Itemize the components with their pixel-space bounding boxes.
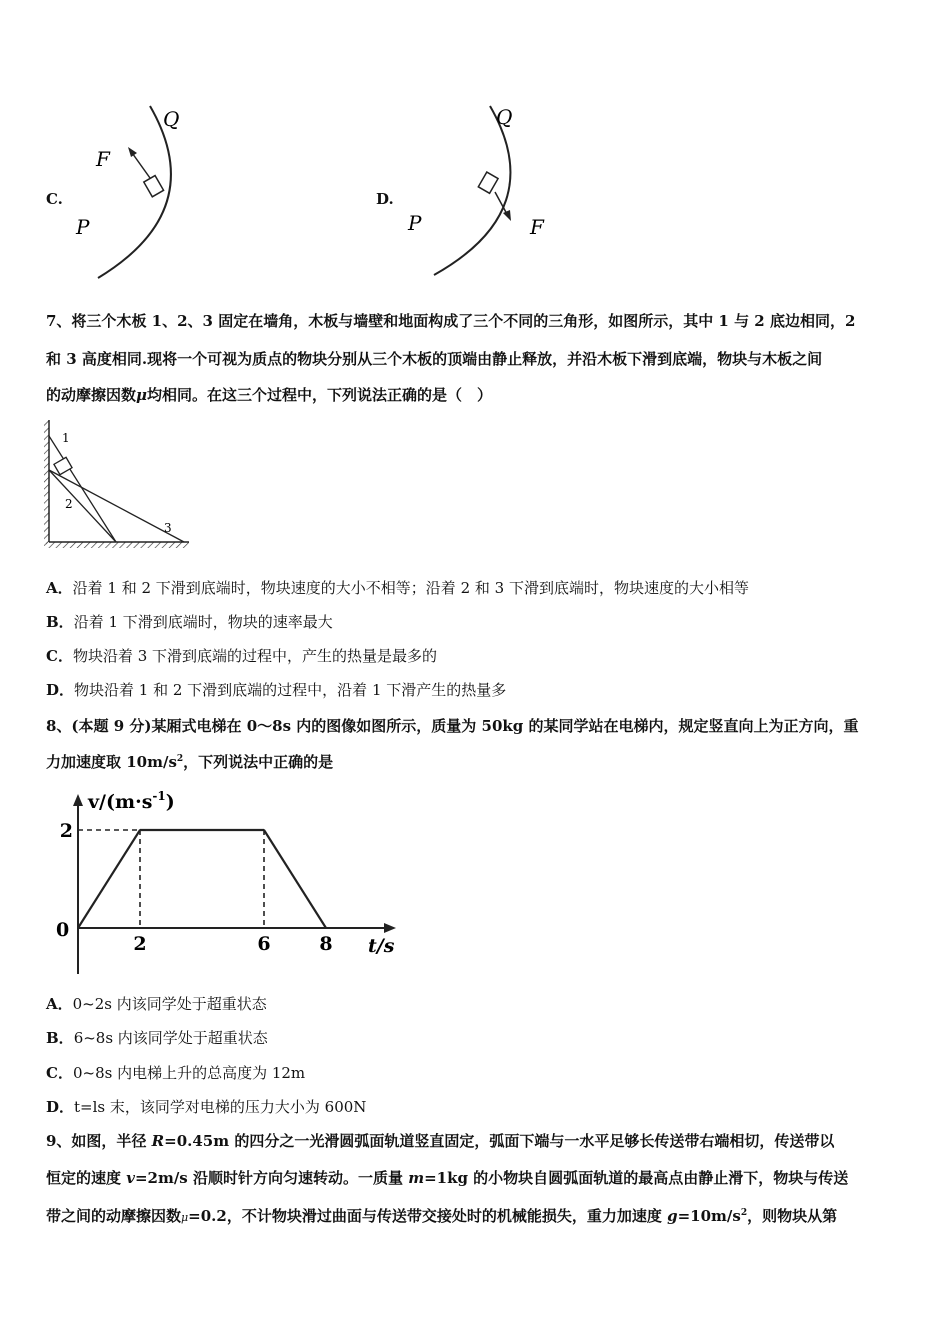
q8-option-b[interactable]: B．6~8s 内该同学处于超重状态 [46,1029,268,1047]
vt-segment-2 [264,830,326,928]
board-1 [49,436,116,542]
vt-tick-labels [60,820,333,955]
vt-x-tick-6: 6 [257,933,271,955]
vt-guide-lines [78,830,264,928]
q9-stem-line2: 恒定的速度 v=2m/s 沿顺时针方向匀速转动。一质量 m=1kg 的小物块自圆弧面轨道的最高点由静止滑下，物块与传送 [46,1169,849,1187]
vt-y-label-sup: -1 [152,789,166,803]
vt-x-axis-arrow [384,923,396,933]
vt-point-1 [139,829,141,831]
q8-stem-line1: 8、(本题 9 分)某厢式电梯在 0～8s 内的图像如图所示，质量为 50kg 的某同学站在电梯内，规定竖直向上为正方向，重 [46,717,859,735]
label-q-d: Q [496,105,513,129]
q9-stem-line1: 9、如图，半径 R=0.45m 的四分之一光滑圆弧面轨道竖直固定，弧面下端与一水平足够长传送带右端相切，传送带以 [46,1132,835,1150]
q7-option-b[interactable]: B．沿着 1 下滑到底端时，物块的速率最大 [46,613,333,631]
vt-y-label [87,789,175,813]
label-q-c: Q [163,107,180,131]
vt-x-tick-8: 8 [319,933,333,955]
board-2 [49,470,116,542]
vt-y-label-close: ) [165,791,175,813]
vt-y-tick-2: 2 [59,820,73,842]
q8-option-d[interactable]: D．t=ls 末，该同学对电梯的压力大小为 600N [46,1098,367,1116]
label-board-3: 3 [164,521,172,535]
q9-var-g: g [667,1207,678,1225]
q9-var-v: v [126,1169,135,1187]
force-arrowhead-d [503,210,511,221]
q8-option-c[interactable]: C．0~8s 内电梯上升的总高度为 12m [46,1064,306,1082]
vt-series-group [77,829,327,929]
q8-option-a[interactable]: A．0~2s 内该同学处于超重状态 [46,995,267,1013]
block-q7 [54,457,72,474]
vt-y-label-main: v/(m·s [88,791,153,813]
ground-hatch [46,542,189,548]
q7-line3-post: 均相同。在这三个过程中，下列说法正确的是（ ） [147,386,493,404]
vt-x-label: t/s [368,935,395,957]
label-board-1: 1 [62,431,70,445]
force-arrowhead-c [128,147,137,157]
vt-point-0 [77,927,79,929]
q9-mu-symbol: μ [181,1211,189,1224]
q9-sup-2: 2 [740,1208,748,1218]
label-f-c: F [96,147,110,171]
label-f-d: F [530,215,544,239]
q7-stem-line3 [46,385,912,405]
vt-x-tick-2: 2 [133,933,147,955]
vt-point-3 [325,927,327,929]
vt-segment-0 [78,830,140,928]
q8-line2-post: ，下列说法中正确的是 [183,753,334,771]
figure-d [400,100,570,285]
q7-line3-pre: 的动摩擦因数 [46,386,137,404]
option-d-label: D. [376,190,394,208]
q7-stem-line2: 和 3 高度相同.现将一个可视为质点的物块分别从三个木板的顶端由静止释放，并沿木板下滑到底端，物块与木板之间 [46,350,823,368]
vt-point-2 [263,829,265,831]
q9-var-r: R [151,1132,165,1150]
q7-option-c[interactable]: C．物块沿着 3 下滑到底端的过程中，产生的热量是最多的 [46,647,438,665]
q9-var-m: m [408,1169,425,1187]
q7-figure [44,418,194,550]
option-c-label: C. [46,190,63,208]
q8-line2-sup: 2 [176,754,184,764]
q7-mu-symbol: μ [136,386,147,404]
arc-track-d [434,105,513,275]
block-c [144,176,164,197]
vt-y-axis-arrow [73,794,83,806]
q8-stem-line2 [46,752,912,772]
q9-stem-line3: 带之间的动摩擦因数μ=0.2，不计物块滑过曲面与传送带交接处时的机械能损失，重力加速度 $g=10m/s^2$，则物块从第 [46,1207,838,1225]
vt-chart [50,782,410,977]
vt-origin-label: 0 [56,919,70,941]
label-p-d: P [408,211,422,235]
q7-option-a[interactable]: A．沿着 1 和 2 下滑到底端时，物块速度的大小不相等；沿着 2 和 3 下滑到底端时，物块速度的大小相等 [46,579,749,597]
block-d [478,172,498,193]
q7-option-d[interactable]: D．物块沿着 1 和 2 下滑到底端的过程中，沿着 1 下滑产生的热量多 [46,681,507,699]
figure-c [70,100,210,285]
label-board-2: 2 [65,497,73,511]
q7-stem-line1: 7、将三个木板 1、2、3 固定在墙角，木板与墙壁和地面构成了三个不同的三角形，如图所示，其中 1 与 2 底边相同，2 [46,312,856,330]
q8-line2-pre: 力加速度取 10m/s [46,753,177,771]
label-p-c: P [76,215,90,239]
